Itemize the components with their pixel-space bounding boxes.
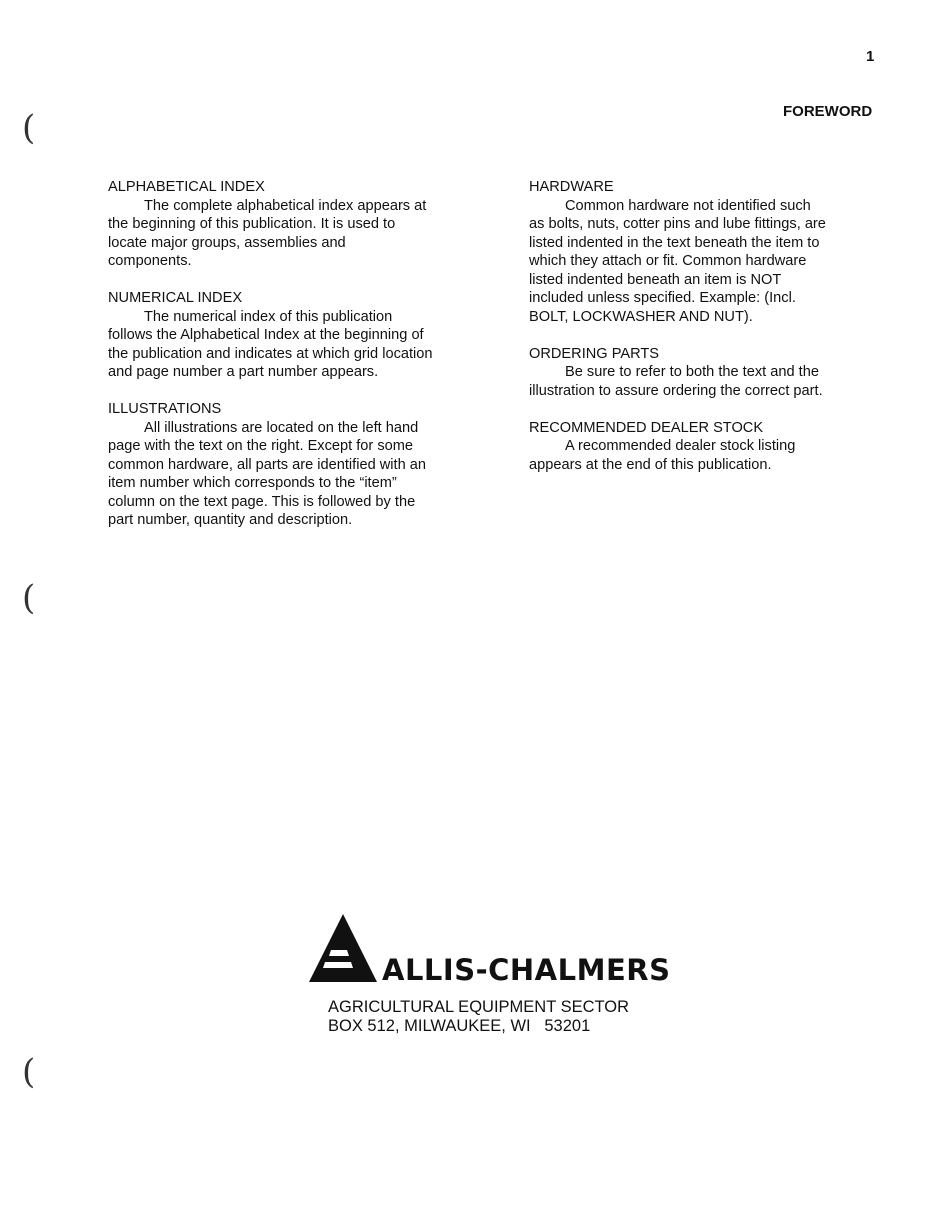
punch-hole-mark: ( [22, 108, 36, 148]
punch-hole-mark: ( [22, 578, 36, 618]
section-ordering-parts [529, 345, 829, 401]
section-text: The complete alphabetical index appears at the beginning of this publication. It is used to locate major groups, assemblies and components. [108, 197, 427, 269]
address-block [328, 998, 629, 1036]
brand-name: ALLIS-CHALMERS [382, 953, 671, 987]
page-title: FOREWORD [783, 103, 873, 120]
address-line-2: BOX 512, MILWAUKEE, WI 53201 [328, 1017, 591, 1035]
section-heading: RECOMMENDED DEALER STOCK [529, 419, 764, 436]
section-numerical-index [108, 289, 433, 382]
address-line-1: AGRICULTURAL EQUIPMENT SECTOR [328, 998, 630, 1016]
section-hardware [529, 178, 829, 326]
section-heading: HARDWARE [529, 179, 614, 195]
section-heading: ORDERING PARTS [529, 345, 660, 362]
punch-hole-mark: ( [22, 1052, 36, 1092]
section-heading: ALPHABETICAL INDEX [108, 179, 265, 195]
page-number: 1 [866, 48, 875, 65]
section-alphabetical-index [108, 178, 433, 271]
section-text: A recommended dealer stock listing appears at the end of this publication. [529, 438, 796, 473]
section-text: Common hardware not identified such as bolts, nuts, cotter pins and lube fittings, are listed indented in the text beneath the item to which they attach or fit. Common hardware listed indented beneath an item is NOT included unless specified. Example: (Incl. BOLT, LOCKWASHER AND NUT). [529, 197, 826, 325]
section-text: Be sure to refer to both the text and the illustration to assure ordering the correct part. [529, 364, 823, 399]
section-text: The numerical index of this publication follows the Alphabetical Index at the beginning of the publication and indicates at which grid location and page number a part number appears. [108, 308, 433, 380]
section-text: All illustrations are located on the left hand page with the text on the right. Except for some common hardware, all parts are identified with an item number which corresponds to the “item” column on the text page. This is followed by the part number, quantity and description. [108, 419, 426, 528]
right-column [529, 178, 829, 493]
section-illustrations [108, 400, 433, 530]
section-recommended-dealer-stock [529, 419, 829, 475]
allis-chalmers-logo-icon [309, 914, 377, 982]
section-heading: NUMERICAL INDEX [108, 290, 243, 306]
section-heading: ILLUSTRATIONS [108, 401, 222, 417]
left-column [108, 178, 433, 548]
